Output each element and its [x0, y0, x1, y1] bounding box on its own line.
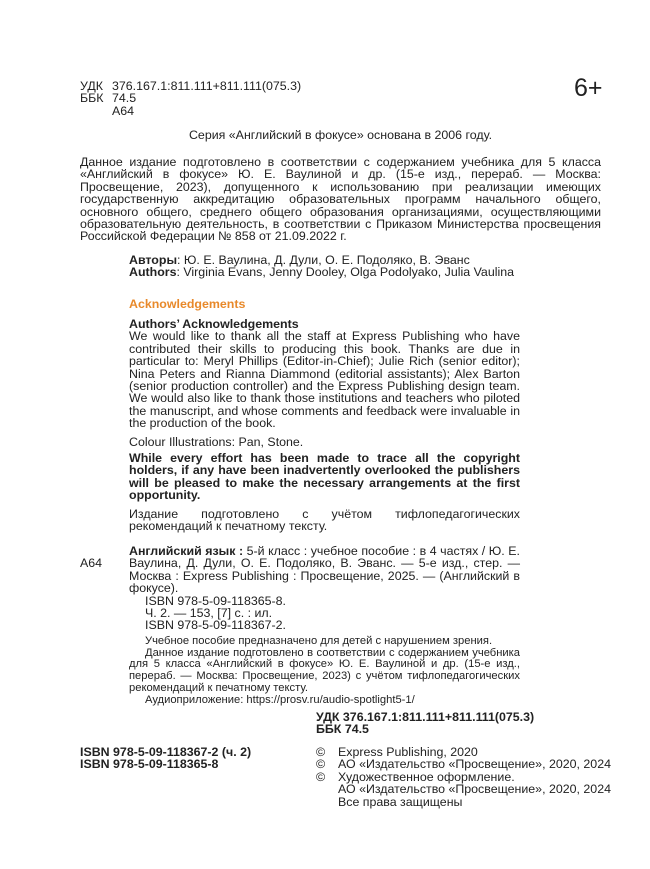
typhlo-note: Издание подготовлено с учётом тифлопедагогических рекомендаций к печатному тексту. — [129, 506, 520, 534]
catalog-description: Английский язык : 5-й класс : учебное пособие : в 4 частях / Ю. Е. Ваулина, Д. Дули, О. Е. Подоляко, В. Эванс. — 5-е изд., стер. — Москва : Express Publishing : Просвещение, 2025. — (Английский в фокусе). — [129, 544, 520, 596]
bbk-label: ББК — [80, 91, 104, 106]
catalog-mark: А64 — [80, 556, 103, 570]
copyright-icon: © — [316, 769, 326, 784]
isbn-line: ISBN 978-5-09-118365-8 — [80, 757, 219, 772]
catalog-note: Данное издание подготовлено в соответствии с содержанием учебника для 5 класса «Английский в фокусе» Ю. Е. Ваулиной и др. (15-е изд., перераб. — Москва: Просвещение, 2023) с учётом тифлопедагогических рекомендаций к печатному тексту. — [129, 646, 520, 695]
catalog-isbn-set: ISBN 978-5-09-118365-8. — [145, 593, 286, 608]
footer-udk: УДК 376.167.1:811.111+811.111(075.3) — [316, 710, 535, 724]
copyright-icon: © — [316, 745, 326, 759]
acknowledgements-subheading: Authors’ Acknowledgements — [129, 317, 299, 331]
authors-en-label: Authors — [129, 265, 177, 280]
catalog-part: Ч. 2. — 153, [7] с. : ил. — [145, 606, 273, 621]
udk-value: 376.167.1:811.111+811.111(075.3) — [112, 79, 302, 93]
rights-reserved: Все права защищены — [338, 794, 463, 809]
footer-bbk: ББК 74.5 — [316, 722, 369, 737]
footer-classification — [316, 711, 534, 736]
age-rating: 6+ — [574, 74, 603, 102]
acknowledgements-body: We would like to thank all the staff at Express Publishing who have contributed their skills to producing this book. Thanks are due in particular to: Meryl Phillips (Editor-in-Chief); Julie Rich (senior editor); Nina Peters and Rianna Diammond (editorial assistants); Alex Barton (senior production controller) and the Express Publishing design team. We would also like to thank those institutions and teachers who piloted the manuscript, and whose comments and feedback were invaluable in the production of the book. — [129, 329, 520, 431]
acknowledgements-heading: Acknowledgements — [129, 297, 246, 311]
authors-ru-label: Авторы — [129, 253, 178, 267]
catalog-card — [129, 545, 520, 707]
author-mark: А64 — [112, 103, 135, 118]
catalog-isbn-part: ISBN 978-5-09-118367-2. — [145, 618, 286, 633]
isbn-line: ISBN 978-5-09-118367-2 (ч. 2) — [80, 745, 252, 759]
footer-isbn — [80, 746, 251, 771]
copyright-continuation: АО «Издательство «Просвещение», 2020, 2024 — [338, 782, 611, 797]
authors-ru-names: : Ю. Е. Ваулина, Д. Дули, О. Е. Подоляко, В. Эванс — [177, 253, 470, 267]
authors-en-names: : Virginia Evans, Jenny Dooley, Olga Podolyako, Julia Vaulina — [176, 265, 514, 280]
catalog-purpose: Учебное пособие предназначено для детей с нарушением зрения. — [145, 634, 493, 647]
series-line: Серия «Английский в фокусе» основана в 2006 году. — [188, 128, 493, 142]
illustrations-credit: Colour Illustrations: Pan, Stone. — [129, 434, 304, 449]
catalog-audio: Аудиоприложение: https://prosv.ru/audio-spotlight5-1/ — [145, 693, 415, 706]
intro-paragraph: Данное издание подготовлено в соответствии с содержанием учебника для 5 класса «Английский в фокусе» Ю. Е. Ваулиной и др. (15-е изд., перераб. — Москва: Просвещение, 2023), допущенного к использованию при реализации имеющих государственную аккредитацию образовательных программ начального общего, основного общего, среднего общего образования организациями, осуществляющими образовательную деятельность, в соответствии с Приказом Министерства просвещения Российской Федерации № 858 от 21.09.2022 г. — [80, 155, 601, 244]
acknowledgements-section — [129, 318, 520, 533]
copyright-icon: © — [316, 757, 326, 772]
copyright-notice: While every effort has been made to trace all the copyright holders, if any have been inadvertently overlooked the publishers will be pleased to make the necessary arrangements at the first opportunity. — [129, 451, 520, 503]
classification-block — [80, 80, 301, 117]
bbk-value: 74.5 — [112, 91, 137, 106]
authors-block — [129, 254, 514, 279]
catalog-title: Английский язык : — [129, 544, 244, 558]
copyright-block: © Express Publishing, 2020 © АО «Издательство «Просвещение», 2020, 2024 © Художественное оформление. АО «Издательство «Просвещение», 2020, 2024 Все права защищены — [316, 745, 611, 809]
udk-label: УДК — [80, 79, 103, 93]
